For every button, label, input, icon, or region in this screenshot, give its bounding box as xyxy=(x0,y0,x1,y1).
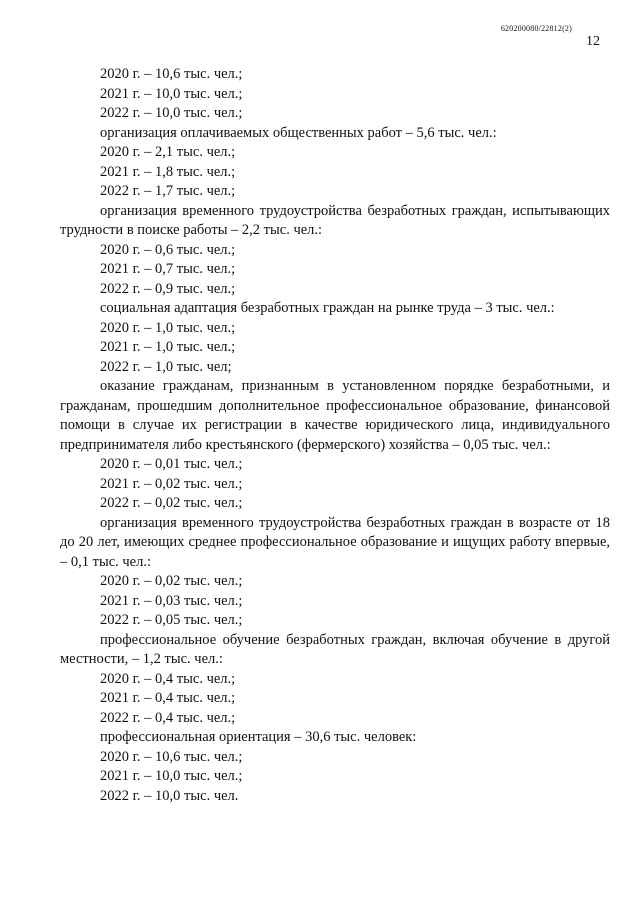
year-line: 2021 г. – 10,0 тыс. чел.; xyxy=(100,768,243,784)
year-line: 2020 г. – 0,4 тыс. чел.; xyxy=(100,670,236,687)
year-line: 2021 г. – 1,8 тыс. чел.; xyxy=(100,163,236,180)
year-line: 2021 г. – 0,4 тыс. чел.; xyxy=(100,690,236,706)
year-line: 2022 г. – 0,9 тыс. чел.; xyxy=(100,280,236,297)
year-line: 2021 г. – 0,03 тыс. чел.; xyxy=(100,592,243,609)
document-body xyxy=(60,65,610,806)
measure-paragraph: организация оплачиваемых общественных работ – 5,6 тыс. чел.: xyxy=(100,124,497,141)
year-line: 2020 г. – 0,6 тыс. чел.; xyxy=(100,241,236,258)
year-line: 2020 г. – 1,0 тыс. чел.; xyxy=(100,319,236,336)
year-line: 2020 г. – 0,01 тыс. чел.; xyxy=(100,456,243,472)
year-line: 2020 г. – 10,6 тыс. чел.; xyxy=(100,66,243,82)
year-line: 2022 г. – 10,0 тыс. чел.; xyxy=(100,105,243,121)
year-line: 2022 г. – 1,7 тыс. чел.; xyxy=(100,183,236,199)
page-number: 12 xyxy=(586,34,600,49)
year-line: 2021 г. – 1,0 тыс. чел.; xyxy=(100,339,236,355)
year-line: 2021 г. – 10,0 тыс. чел.; xyxy=(100,85,243,102)
measure-paragraph: организация временного трудоустройства безработных граждан, испытывающих трудности в поиске работы – 2,2 тыс. чел.: xyxy=(60,202,610,238)
document-code: 620200080/22812(2) xyxy=(500,24,572,33)
year-line: 2021 г. – 0,7 тыс. чел.; xyxy=(100,261,236,277)
year-line: 2022 г. – 10,0 тыс. чел. xyxy=(100,787,239,804)
measure-paragraph: оказание гражданам, признанным в установленном порядке безработными, и гражданам, прошедшим дополнительное профессиональное образование, финансовой помощи в случае их регистрации в качестве юридического лица, индивидуального предпринимателя либо крестьянского (фермерского) хозяйства – 0,05 тыс. чел.: xyxy=(60,378,610,453)
year-line: 2020 г. – 2,1 тыс. чел.; xyxy=(100,144,236,160)
year-line: 2020 г. – 10,6 тыс. чел.; xyxy=(100,748,243,765)
measure-paragraph: профессиональное обучение безработных граждан, включая обучение в другой местности, – 1,2 тыс. чел.: xyxy=(60,631,610,667)
measure-paragraph: профессиональная ориентация – 30,6 тыс. человек: xyxy=(100,729,417,745)
year-line: 2022 г. – 1,0 тыс. чел; xyxy=(100,358,232,375)
measure-paragraph: социальная адаптация безработных граждан на рынке труда – 3 тыс. чел.: xyxy=(100,300,555,316)
year-line: 2022 г. – 0,05 тыс. чел.; xyxy=(100,612,243,628)
year-line: 2022 г. – 0,02 тыс. чел.; xyxy=(100,495,243,511)
year-line: 2020 г. – 0,02 тыс. чел.; xyxy=(100,573,243,589)
year-line: 2021 г. – 0,02 тыс. чел.; xyxy=(100,475,243,492)
measure-paragraph: организация временного трудоустройства безработных граждан в возрасте от 18 до 20 лет, имеющих среднее профессиональное образование и ищущих работу впервые, – 0,1 тыс. чел.: xyxy=(60,514,610,570)
year-line: 2022 г. – 0,4 тыс. чел.; xyxy=(100,709,236,726)
